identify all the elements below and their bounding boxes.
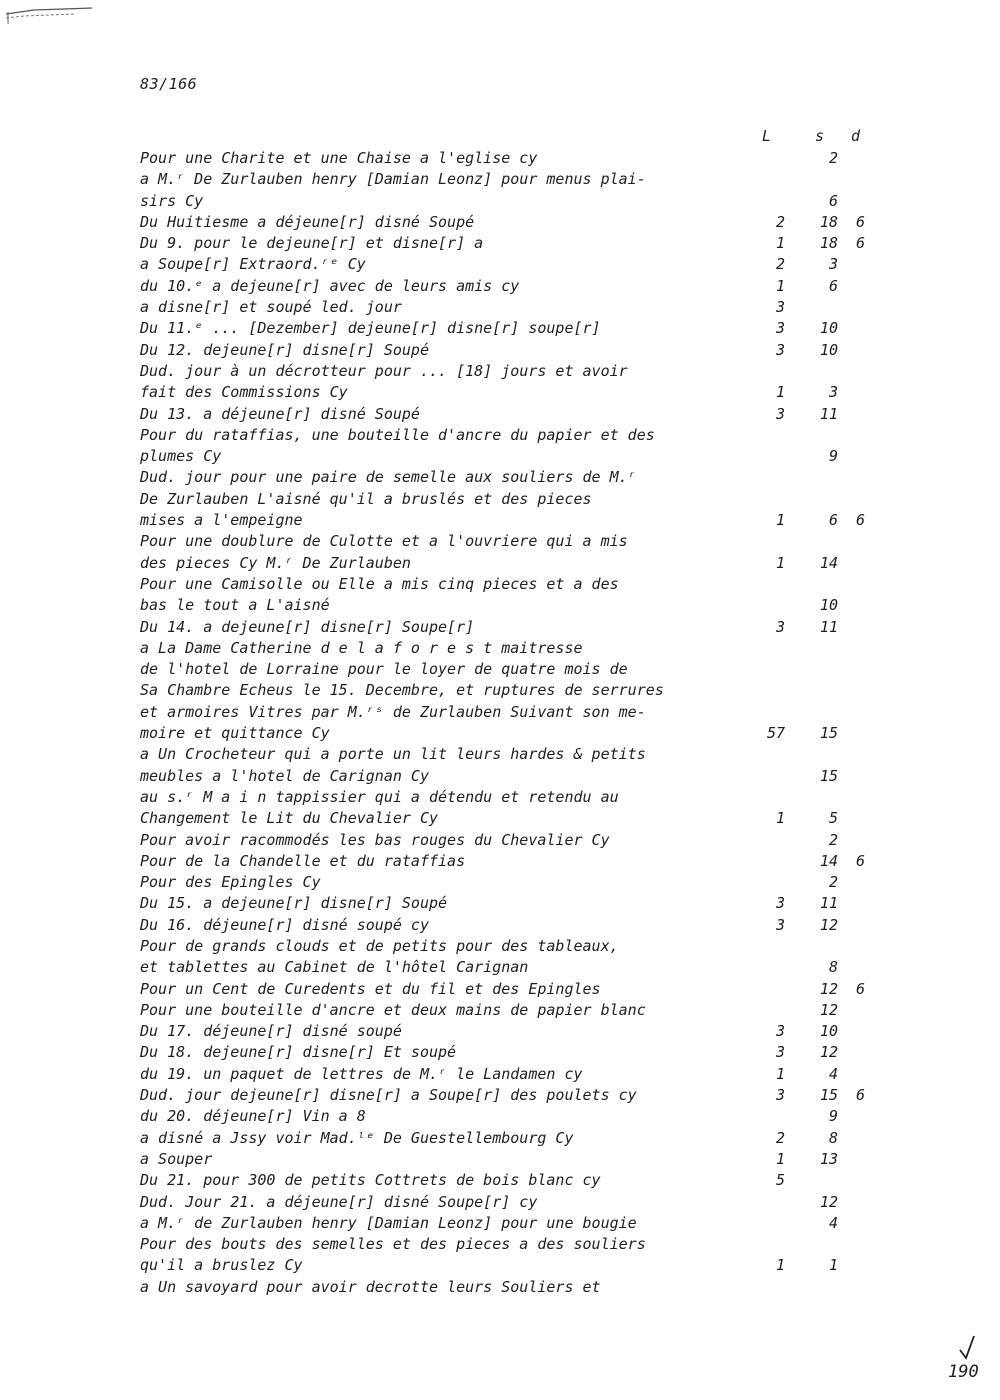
entry-text: a M.ʳ De Zurlauben henry [Damian Leonz] pour menus plai- <box>140 170 646 189</box>
ledger-row <box>140 489 880 510</box>
ledger-row <box>140 872 880 893</box>
ledger-row <box>140 787 880 808</box>
entry-text: a Souper <box>140 1149 213 1168</box>
ledger-row <box>140 467 880 488</box>
ledger-row <box>140 340 880 361</box>
entry-sols: 12 <box>819 1000 838 1019</box>
ledger-row <box>140 1277 880 1298</box>
ledger-row <box>140 1192 880 1213</box>
ledger-row <box>140 531 880 552</box>
entry-text: du 20. déjeune[r] Vin a 8 <box>140 1107 366 1126</box>
ledger-row <box>140 276 880 297</box>
ledger-row <box>140 318 880 339</box>
page-number: 190 <box>948 1362 979 1382</box>
entry-sols: 14 <box>819 851 838 870</box>
ledger-row <box>140 1000 880 1021</box>
entry-text: Changement le Lit du Chevalier Cy <box>140 809 439 828</box>
entry-text: Dud. Jour 21. a déjeune[r] disné Soupe[r] cy <box>140 1192 538 1211</box>
ledger-row <box>140 169 880 190</box>
entry-text: Dud. jour dejeune[r] disne[r] a Soupe[r] des poulets cy <box>140 1086 637 1105</box>
ledger-row <box>140 893 880 914</box>
entry-text: Pour de grands clouds et de petits pour des tableaux, <box>140 936 619 955</box>
entry-text: et armoires Vitres par M.ʳˢ de Zurlauben Suivant son me- <box>140 702 646 721</box>
column-header-livres: L <box>762 127 772 145</box>
ledger-row <box>140 1042 880 1063</box>
ledger-row <box>140 1213 880 1234</box>
entry-text: fait des Commissions Cy <box>140 383 348 402</box>
entry-text: Pour une bouteille d'ancre et deux mains de papier blanc <box>140 1000 646 1019</box>
ledger-entries <box>140 148 880 1298</box>
entry-livres: 3 <box>775 915 785 934</box>
ledger-row <box>140 1106 880 1127</box>
entry-livres: 1 <box>775 511 785 530</box>
ledger-row <box>140 254 880 275</box>
entry-deniers: 6 <box>855 851 865 870</box>
entry-text: du 19. un paquet de lettres de M.ʳ le Landamen cy <box>140 1064 583 1083</box>
ledger-row <box>140 680 880 701</box>
ledger-row <box>140 1064 880 1085</box>
entry-text: sirs Cy <box>140 191 204 210</box>
entry-text: Pour avoir racommodés les bas rouges du Chevalier Cy <box>140 830 610 849</box>
entry-sols: 2 <box>828 873 838 892</box>
entry-livres: 3 <box>775 1022 785 1041</box>
entry-text: Du 18. dejeune[r] disne[r] Et soupé <box>140 1043 457 1062</box>
entry-text: qu'il a bruslez Cy <box>140 1256 303 1275</box>
ledger-row <box>140 915 880 936</box>
entry-sols: 15 <box>819 1086 838 1105</box>
entry-text: Du 21. pour 300 de petits Cottrets de bois blanc cy <box>140 1171 601 1190</box>
entry-sols: 2 <box>828 149 838 167</box>
entry-text: a M.ʳ de Zurlauben henry [Damian Leonz] pour une bougie <box>140 1213 637 1232</box>
entry-text: Dud. jour pour une paire de semelle aux souliers de M.ʳ <box>140 468 637 487</box>
ledger-row <box>140 1128 880 1149</box>
ledger-row <box>140 191 880 212</box>
entry-text: Du 9. pour le dejeune[r] et disne[r] a <box>140 234 484 253</box>
ledger-row <box>140 553 880 574</box>
entry-deniers: 6 <box>855 1086 865 1105</box>
ledger-row <box>140 936 880 957</box>
entry-sols: 12 <box>819 979 838 998</box>
entry-sols: 12 <box>819 1043 838 1062</box>
entry-sols: 8 <box>828 1128 838 1147</box>
entry-livres: 3 <box>775 319 785 338</box>
ledger-row <box>140 702 880 723</box>
ledger-row <box>140 957 880 978</box>
entry-livres: 3 <box>775 298 785 317</box>
entry-text: des pieces Cy M.ʳ De Zurlauben <box>140 553 411 572</box>
entry-text: a Soupe[r] Extraord.ʳᵉ Cy <box>140 255 366 274</box>
ledger-row <box>140 723 880 744</box>
entry-livres: 5 <box>775 1171 785 1190</box>
entry-text: au s.ʳ M a i n tappissier qui a détendu et retendu au <box>140 787 619 806</box>
column-header-sols: s <box>815 127 825 145</box>
entry-sols: 18 <box>819 212 838 231</box>
entry-livres: 1 <box>775 234 785 253</box>
entry-livres: 57 <box>766 724 785 743</box>
entry-text: a La Dame Catherine d e l a f o r e s t maitresse <box>140 638 583 657</box>
entry-livres: 3 <box>775 617 785 636</box>
entry-text: plumes Cy <box>140 447 222 466</box>
entry-text: Sa Chambre Echeus le 15. Decembre, et ruptures de serrures <box>140 681 664 700</box>
entry-text: Du 17. déjeune[r] disné soupé <box>140 1022 402 1041</box>
entry-sols: 11 <box>819 404 838 423</box>
entry-deniers: 6 <box>855 212 865 231</box>
entry-sols: 6 <box>828 511 838 530</box>
entry-text: Pour des Epingles Cy <box>140 873 321 892</box>
entry-sols: 15 <box>819 766 838 785</box>
ledger-row <box>140 766 880 787</box>
entry-livres: 1 <box>775 383 785 402</box>
entry-text: de l'hotel de Lorraine pour le loyer de quatre mois de <box>140 660 628 679</box>
entry-livres: 3 <box>775 894 785 913</box>
entry-text: Du 13. a déjeune[r] disné Soupé <box>140 404 420 423</box>
entry-text: a Un savoyard pour avoir decrotte leurs Souliers et <box>140 1277 601 1296</box>
document-reference: 83/166 <box>140 75 198 93</box>
ledger-row <box>140 638 880 659</box>
entry-sols: 3 <box>828 383 838 402</box>
entry-sols: 6 <box>828 191 838 210</box>
entry-livres: 1 <box>775 809 785 828</box>
ledger-row <box>140 212 880 233</box>
ledger-row <box>140 425 880 446</box>
entry-livres: 1 <box>775 1149 785 1168</box>
entry-livres: 1 <box>775 553 785 572</box>
entry-text: Pour une doublure de Culotte et a l'ouvriere qui a mis <box>140 532 628 551</box>
ledger-row <box>140 744 880 765</box>
entry-text: Du Huitiesme a déjeune[r] disné Soupé <box>140 212 475 231</box>
ledger-row <box>140 233 880 254</box>
entry-text: Pour du rataffias, une bouteille d'ancre du papier et des <box>140 425 655 444</box>
entry-sols: 18 <box>819 234 838 253</box>
entry-livres: 2 <box>775 255 785 274</box>
entry-text: Du 11.ᵉ ... [Dezember] dejeune[r] disne[r] soupe[r] <box>140 319 601 338</box>
ledger-row <box>140 574 880 595</box>
ledger-row <box>140 1234 880 1255</box>
entry-text: du 10.ᵉ a dejeune[r] avec de leurs amis cy <box>140 276 520 295</box>
entry-sols: 11 <box>819 894 838 913</box>
entry-text: Du 14. a dejeune[r] disne[r] Soupe[r] <box>140 617 475 636</box>
entry-livres: 2 <box>775 1128 785 1147</box>
entry-text: Du 16. déjeune[r] disné soupé cy <box>140 915 429 934</box>
entry-text: Pour une Charite et une Chaise a l'eglise cy <box>140 149 538 167</box>
entry-sols: 14 <box>819 553 838 572</box>
column-header-deniers: d <box>851 127 861 145</box>
entry-text: Dud. jour à un décrotteur pour ... [18] jours et avoir <box>140 361 628 380</box>
entry-text: Pour un Cent de Curedents et du fil et des Epingles <box>140 979 601 998</box>
entry-deniers: 6 <box>855 234 865 253</box>
entry-text: Pour des bouts des semelles et des pieces a des souliers <box>140 1235 646 1254</box>
entry-text: mises a l'empeigne <box>140 511 303 530</box>
entry-text: a Un Crocheteur qui a porte un lit leurs hardes & petits <box>140 745 646 764</box>
entry-sols: 4 <box>828 1064 838 1083</box>
entry-sols: 13 <box>819 1149 838 1168</box>
entry-sols: 10 <box>819 1022 838 1041</box>
entry-sols: 4 <box>828 1213 838 1232</box>
ledger-row <box>140 446 880 467</box>
entry-text: moire et quittance Cy <box>140 724 330 743</box>
ledger-row <box>140 851 880 872</box>
entry-text: Du 15. a dejeune[r] disne[r] Soupé <box>140 894 448 913</box>
ledger-row <box>140 148 880 169</box>
ledger-row <box>140 404 880 425</box>
entry-sols: 10 <box>819 340 838 359</box>
ledger-row <box>140 297 880 318</box>
entry-sols: 2 <box>828 830 838 849</box>
entry-sols: 8 <box>828 958 838 977</box>
ledger-row <box>140 617 880 638</box>
entry-sols: 12 <box>819 915 838 934</box>
ledger-row <box>140 510 880 531</box>
ledger-row <box>140 1149 880 1170</box>
entry-sols: 9 <box>828 447 838 466</box>
ledger-row <box>140 361 880 382</box>
entry-text: Du 12. dejeune[r] disne[r] Soupé <box>140 340 429 359</box>
scan-mark-icon <box>4 4 99 28</box>
entry-livres: 2 <box>775 212 785 231</box>
ledger-row <box>140 659 880 680</box>
entry-sols: 5 <box>828 809 838 828</box>
entry-livres: 3 <box>775 340 785 359</box>
entry-sols: 6 <box>828 276 838 295</box>
entry-text: De Zurlauben L'aisné qu'il a bruslés et des pieces <box>140 489 592 508</box>
entry-text: Pour une Camisolle ou Elle a mis cinq pieces et a des <box>140 574 619 593</box>
ledger-row <box>140 1170 880 1191</box>
entry-livres: 3 <box>775 1043 785 1062</box>
entry-livres: 3 <box>775 1086 785 1105</box>
entry-sols: 9 <box>828 1107 838 1126</box>
ledger-row <box>140 382 880 403</box>
entry-sols: 3 <box>828 255 838 274</box>
ledger-row <box>140 808 880 829</box>
entry-sols: 11 <box>819 617 838 636</box>
entry-text: meubles a l'hotel de Carignan Cy <box>140 766 429 785</box>
entry-livres: 1 <box>775 1064 785 1083</box>
entry-deniers: 6 <box>855 511 865 530</box>
entry-text: a disné a Jssy voir Mad.ˡᵉ De Guestellembourg Cy <box>140 1128 574 1147</box>
entry-sols: 1 <box>828 1256 838 1275</box>
ledger-row <box>140 830 880 851</box>
ledger-row <box>140 1255 880 1276</box>
entry-livres: 1 <box>775 1256 785 1275</box>
ledger-row <box>140 1085 880 1106</box>
ledger-row <box>140 1021 880 1042</box>
entry-sols: 15 <box>819 724 838 743</box>
entry-livres: 3 <box>775 404 785 423</box>
entry-text: et tablettes au Cabinet de l'hôtel Carignan <box>140 958 529 977</box>
entry-sols: 10 <box>819 596 838 615</box>
entry-sols: 12 <box>819 1192 838 1211</box>
ledger-row <box>140 979 880 1000</box>
ledger-row <box>140 595 880 616</box>
entry-sols: 10 <box>819 319 838 338</box>
entry-text: bas le tout a L'aisné <box>140 596 330 615</box>
entry-text: Pour de la Chandelle et du rataffias <box>140 851 466 870</box>
entry-deniers: 6 <box>855 979 865 998</box>
entry-livres: 1 <box>775 276 785 295</box>
entry-text: a disne[r] et soupé led. jour <box>140 298 402 317</box>
